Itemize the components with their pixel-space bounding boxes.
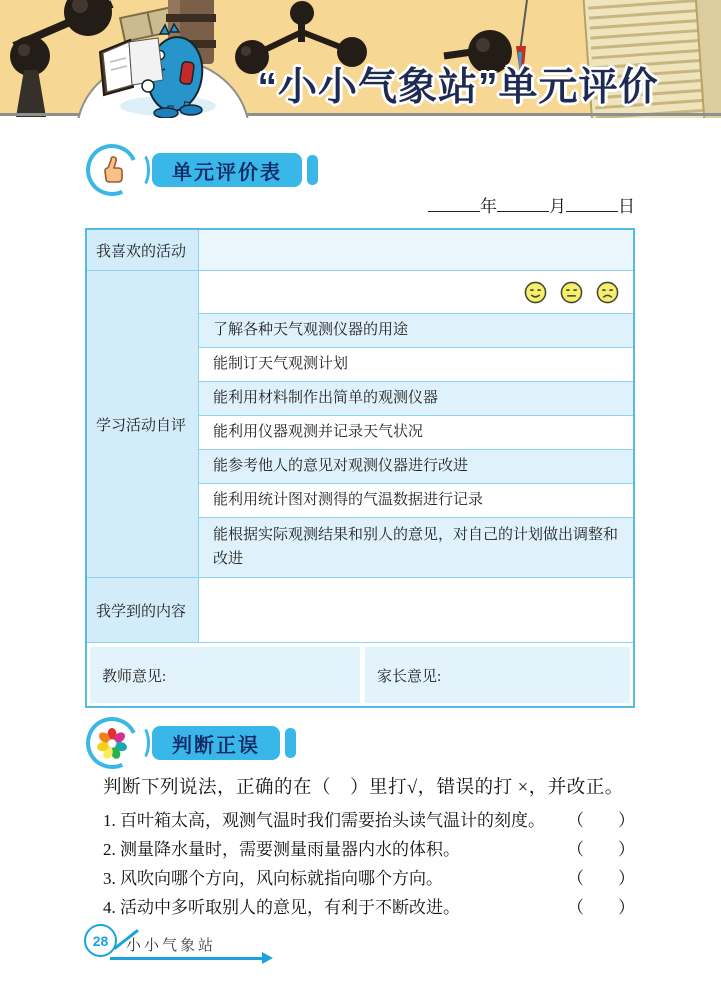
learned-answer-cell: [199, 578, 633, 642]
judge-item: [103, 864, 635, 893]
self-eval-item: 能利用仪器观测并记录天气状况: [199, 415, 633, 449]
self-eval-item: 能利用材料制作出简单的观测仪器: [199, 381, 633, 415]
date-line: [85, 192, 635, 217]
favorite-answer-cell: [199, 230, 633, 270]
judge-item-text: 3. 风吹向哪个方向，风向标就指向哪个方向。: [103, 869, 443, 888]
table-row-comments: [87, 642, 633, 706]
section-tab: [307, 155, 318, 185]
smiley-face-icon: [524, 281, 547, 304]
judge-item: [103, 835, 635, 864]
self-eval-item: 能参考他人的意见对观测仪器进行改进: [199, 449, 633, 483]
section-tab: [285, 728, 296, 758]
judge-item-list: [103, 806, 635, 922]
answer-blank: （ ）: [567, 898, 635, 917]
sad-face-icon: [596, 281, 619, 304]
row-label-learned: 我学到的内容: [87, 578, 199, 642]
year-blank: [428, 193, 480, 212]
judge-instruction: 判断下列说法，正确的在（ ）里打√，错误的打 ×，并改正。: [103, 778, 624, 798]
unit-evaluation-table: [85, 228, 635, 708]
judge-item-text: 1. 百叶箱太高，观测气温时我们需要抬头读气温计的刻度。: [103, 811, 545, 830]
section-header-judge: [86, 719, 296, 767]
page-footer: [84, 924, 324, 974]
section-title-eval: 单元评价表: [152, 153, 302, 187]
table-row-favorite: [87, 230, 633, 270]
day-blank: [566, 193, 618, 212]
self-eval-item: 能利用统计图对测得的气温数据进行记录: [199, 483, 633, 517]
judge-item: [103, 893, 635, 922]
teacher-comment-cell: 教师意见:: [90, 647, 360, 703]
month-label: 月: [549, 197, 566, 216]
answer-blank: （ ）: [567, 869, 635, 888]
judge-item: [103, 806, 635, 835]
day-label: 日: [618, 197, 635, 216]
section-title-judge: 判断正误: [152, 726, 280, 760]
table-row-learned: [87, 577, 633, 642]
banner-illustration: [0, 0, 721, 118]
judge-item-text: 2. 测量降水量时，需要测量雨量器内水的体积。: [103, 840, 460, 859]
emoji-rating-row: [199, 271, 633, 313]
answer-blank: （ ）: [567, 840, 635, 859]
neutral-face-icon: [560, 281, 583, 304]
row-label-self-eval: 学习活动自评: [87, 271, 199, 577]
self-eval-item: 能根据实际观测结果和别人的意见，对自己的计划做出调整和改进: [199, 517, 633, 577]
table-row-self-eval: [87, 270, 633, 577]
answer-blank: （ ）: [567, 811, 635, 830]
judge-item-text: 4. 活动中多听取别人的意见，有利于不断改进。: [103, 898, 460, 917]
year-label: 年: [480, 197, 497, 216]
self-eval-item: 了解各种天气观测仪器的用途: [199, 313, 633, 347]
flower-icon: [79, 710, 146, 777]
self-eval-item: 能制订天气观测计划: [199, 347, 633, 381]
page-title: “小小气象站”单元评价: [257, 66, 659, 109]
row-label-favorite: 我喜欢的活动: [87, 230, 199, 270]
footer-unit-label: 小小气象站: [126, 938, 217, 954]
footer-arrow-icon: [110, 957, 264, 960]
page-number-badge: 28: [84, 924, 117, 957]
month-blank: [497, 193, 549, 212]
section-header-eval: [86, 146, 318, 194]
parent-comment-cell: 家长意见:: [365, 647, 630, 703]
